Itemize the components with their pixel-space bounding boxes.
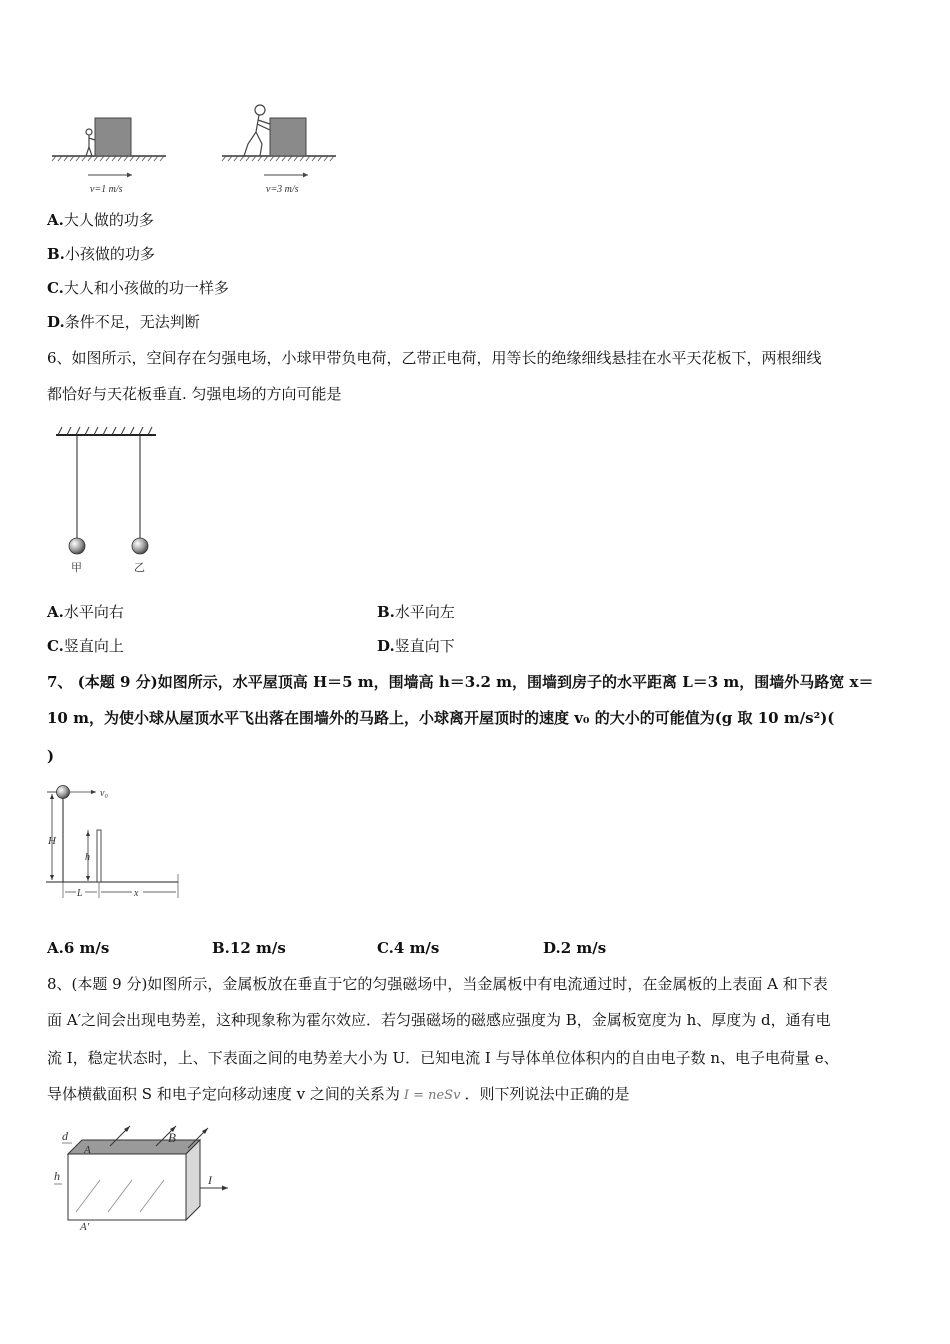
label-I: I	[208, 1173, 212, 1187]
child-push-scene	[52, 118, 166, 195]
box-right	[270, 118, 306, 156]
adult-figure	[244, 105, 270, 156]
option-letter: B.	[47, 245, 65, 263]
option-text: 12 m/s	[229, 939, 286, 957]
figure-q5	[48, 100, 348, 200]
label-jia: 甲	[71, 562, 82, 574]
q6-stem-line-2: 都恰好与天花板垂直. 匀强电场的方向可能是	[47, 385, 342, 403]
label-h: h	[85, 852, 90, 863]
q5-option-d[interactable]	[47, 312, 200, 332]
label-v0: v₀	[100, 788, 108, 799]
q7-option-b[interactable]	[212, 938, 286, 958]
label-x: x	[134, 888, 139, 899]
ball-jia	[69, 538, 85, 554]
q7-stem-line-1: 7、 (本题 9 分)如图所示，水平屋顶高 H＝5 m，围墙高 h＝3.2 m，围墙到房子的水平距离 L＝3 m，围墙外马路宽 x＝	[47, 673, 874, 691]
option-letter: C.	[47, 637, 64, 655]
label-B: B	[168, 1130, 176, 1145]
q7-option-c[interactable]	[377, 938, 439, 958]
option-text: 竖直向下	[394, 637, 455, 655]
q8-stem-line-2: 面 A′之间会出现电势差，这种现象称为霍尔效应．若匀强磁场的磁感应强度为 B，金属板宽度为 h、厚度为 d，通有电	[47, 1011, 831, 1029]
fig5-left-label: v=1 m/s	[90, 184, 123, 195]
q5-option-a[interactable]	[47, 210, 154, 230]
option-letter: C.	[47, 279, 64, 297]
q6-option-c[interactable]	[47, 636, 124, 656]
option-letter: A.	[47, 939, 64, 957]
q7-stem-line-3: )	[47, 747, 55, 765]
option-letter: A.	[47, 211, 64, 229]
label-d: d	[62, 1129, 68, 1143]
q8-stem-line-4-before: 导体横截面积 S 和电子定向移动速度 v 之间的关系为	[47, 1085, 400, 1103]
q7-stem-line-2: 10 m，为使小球从屋顶水平飞出落在围墙外的马路上，小球离开屋顶时的速度 v₀ 的大小的可能值为(g 取 10 m/s²)(	[47, 709, 835, 727]
q8-stem-line-1: 8、(本题 9 分)如图所示，金属板放在垂直于它的匀强磁场中，当金属板中有电流通过时，在金属板的上表面 A 和下表	[47, 975, 828, 993]
option-letter: B.	[377, 603, 395, 621]
option-text: 小孩做的功多	[64, 245, 155, 263]
q6-stem-line-1: 6、如图所示，空间存在匀强电场，小球甲带负电荷，乙带正电荷，用等长的绝缘细线悬挂在水平天花板下，两根细线	[47, 349, 822, 367]
option-text: 4 m/s	[393, 939, 440, 957]
option-letter: D.	[47, 313, 65, 331]
adult-push-scene	[222, 105, 336, 195]
option-letter: B.	[212, 939, 230, 957]
child-figure	[86, 129, 95, 156]
q6-option-b[interactable]	[377, 602, 455, 622]
figure-q6	[50, 425, 170, 575]
q6-option-d[interactable]	[377, 636, 455, 656]
box-left	[95, 118, 131, 156]
option-letter: A.	[47, 603, 64, 621]
option-text: 2 m/s	[560, 939, 607, 957]
q5-option-b[interactable]	[47, 244, 155, 264]
wall	[97, 830, 101, 882]
plate-right-face	[186, 1140, 200, 1220]
option-letter: D.	[377, 637, 395, 655]
figure-q7	[44, 782, 184, 907]
q7-option-a[interactable]	[47, 938, 109, 958]
option-text: 条件不足，无法判断	[64, 313, 200, 331]
formula-current: I = neSv	[403, 1088, 461, 1103]
q7-option-d[interactable]	[543, 938, 606, 958]
label-L: L	[77, 888, 83, 899]
option-text: 水平向左	[394, 603, 455, 621]
ball-yi	[132, 538, 148, 554]
label-H: H	[48, 835, 56, 847]
option-text: 竖直向上	[63, 637, 124, 655]
option-letter: C.	[377, 939, 394, 957]
option-text: 大人做的功多	[63, 211, 154, 229]
label-yi: 乙	[134, 562, 145, 574]
option-text: 6 m/s	[63, 939, 110, 957]
q5-option-c[interactable]	[47, 278, 229, 298]
label-A: A	[84, 1144, 91, 1156]
fig5-right-label: v=3 m/s	[266, 184, 299, 195]
label-Aprime: A′	[80, 1221, 90, 1232]
figure-q8	[48, 1122, 238, 1232]
label-h: h	[54, 1169, 60, 1183]
q6-option-a[interactable]	[47, 602, 124, 622]
option-letter: D.	[543, 939, 561, 957]
q8-stem-line-4	[47, 1084, 629, 1106]
option-text: 大人和小孩做的功一样多	[63, 279, 229, 297]
q8-stem-line-4-after: ．则下列说法中正确的是	[464, 1085, 630, 1103]
q8-stem-line-3: 流 I，稳定状态时，上、下表面之间的电势差大小为 U．已知电流 I 与导体单位体积内的自由电子数 n、电子电荷量 e、	[47, 1049, 839, 1067]
option-text: 水平向右	[63, 603, 124, 621]
ball	[57, 786, 70, 799]
